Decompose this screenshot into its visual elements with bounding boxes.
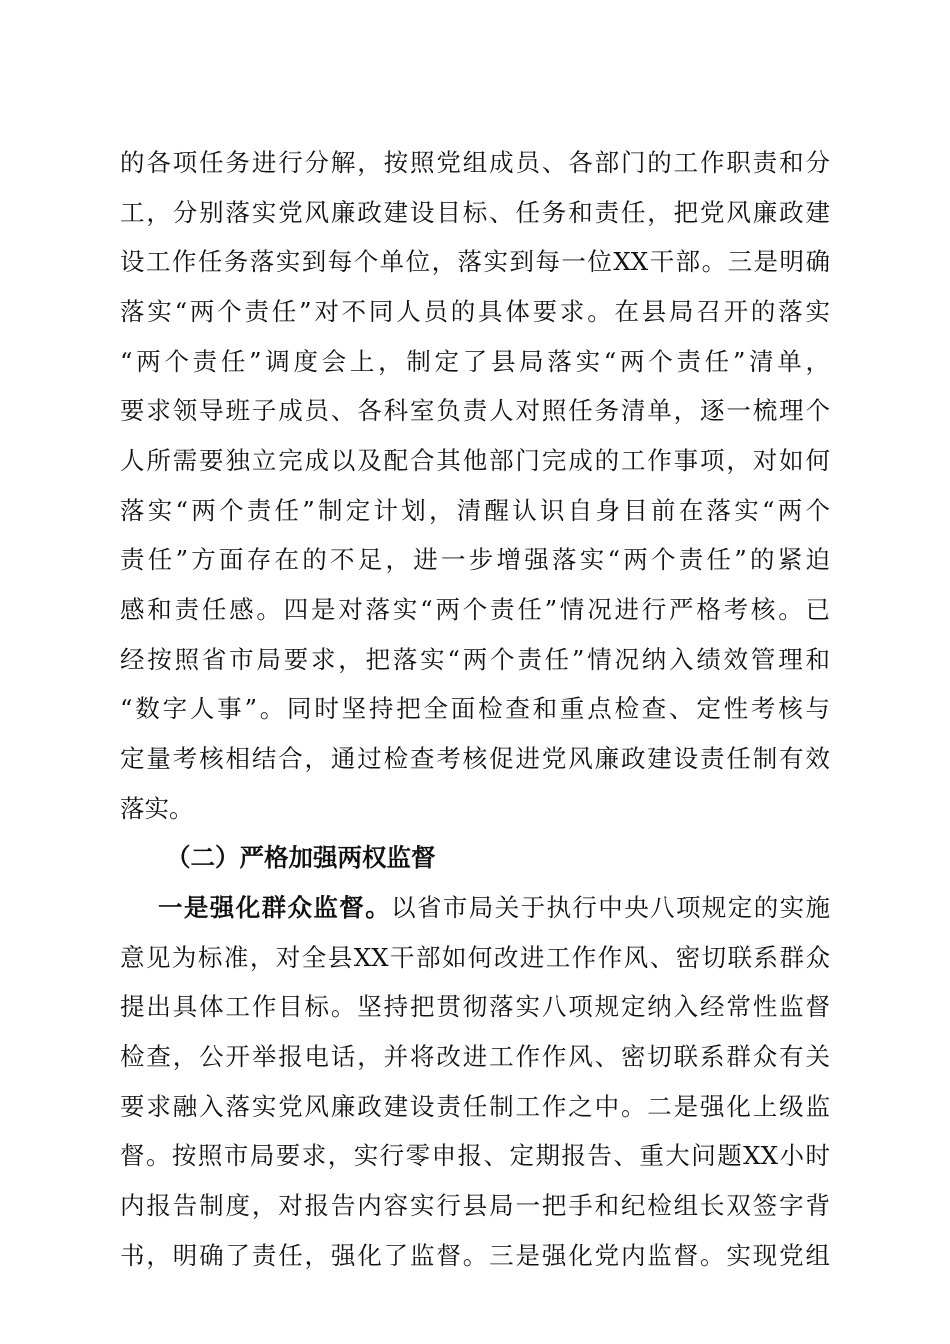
paragraph-2-line-1 — [158, 884, 830, 932]
paragraph-1-line-4: 落实“两个责任”对不同人员的具体要求。在县局召开的落实 — [120, 297, 830, 326]
section-heading: （二）严格加强两权监督 — [166, 843, 436, 872]
paragraph-1-line-6: 要求领导班子成员、各科室负责人对照任务清单，逐一梳理个 — [120, 396, 830, 425]
paragraph-1-line-5: “两个责任”调度会上，制定了县局落实“两个责任”清单， — [120, 347, 830, 376]
paragraph-1-line-7: 人所需要独立完成以及配合其他部门完成的工作事项，对如何 — [120, 446, 830, 475]
paragraph-2-line-6: 督。按照市局要求，实行零申报、定期报告、重大问题XX小时 — [120, 1141, 830, 1170]
paragraph-1-line-13: 定量考核相结合，通过检查考核促进党风廉政建设责任制有效 — [120, 744, 830, 773]
paragraph-1-line-11: 经按照省市局要求，把落实“两个责任”情况纳入绩效管理和 — [120, 645, 830, 674]
paragraph-1-line-10: 感和责任感。四是对落实“两个责任”情况进行严格考核。已 — [120, 595, 830, 624]
paragraph-1-line-2: 工，分别落实党风廉政建设目标、任务和责任，把党风廉政建 — [120, 198, 830, 227]
paragraph-2-line-8: 书，明确了责任，强化了监督。三是强化党内监督。实现党组 — [120, 1241, 830, 1270]
paragraph-2-line-5: 要求融入落实党风廉政建设责任制工作之中。二是强化上级监 — [120, 1092, 830, 1121]
paragraph-1-line-3: 设工作任务落实到每个单位，落实到每一位XX干部。三是明确 — [120, 247, 830, 276]
paragraph-2-lead-rest: 以省市局关于执行中央八项规定的实施 — [391, 893, 831, 922]
paragraph-2-line-3: 提出具体工作目标。坚持把贯彻落实八项规定纳入经常性监督 — [120, 992, 830, 1021]
paragraph-2-line-2: 意见为标准，对全县XX干部如何改进工作作风、密切联系群众 — [120, 943, 830, 972]
paragraph-2-line-7: 内报告制度，对报告内容实行县局一把手和纪检组长双签字背 — [120, 1191, 830, 1220]
paragraph-2-line-4: 检查，公开举报电话，并将改进工作作风、密切联系群众有关 — [120, 1042, 830, 1071]
paragraph-2-lead-bold: 一是强化群众监督。 — [158, 893, 392, 922]
paragraph-1-line-8: 落实“两个责任”制定计划，清醒认识自身目前在落实“两个 — [120, 496, 830, 525]
paragraph-1-line-14: 落实。 — [120, 794, 194, 823]
paragraph-1-line-12: “数字人事”。同时坚持把全面检查和重点检查、定性考核与 — [120, 694, 830, 723]
paragraph-1-line-9: 责任”方面存在的不足，进一步增强落实“两个责任”的紧迫 — [120, 545, 830, 574]
paragraph-1-line-1: 的各项任务进行分解，按照党组成员、各部门的工作职责和分 — [120, 148, 830, 177]
